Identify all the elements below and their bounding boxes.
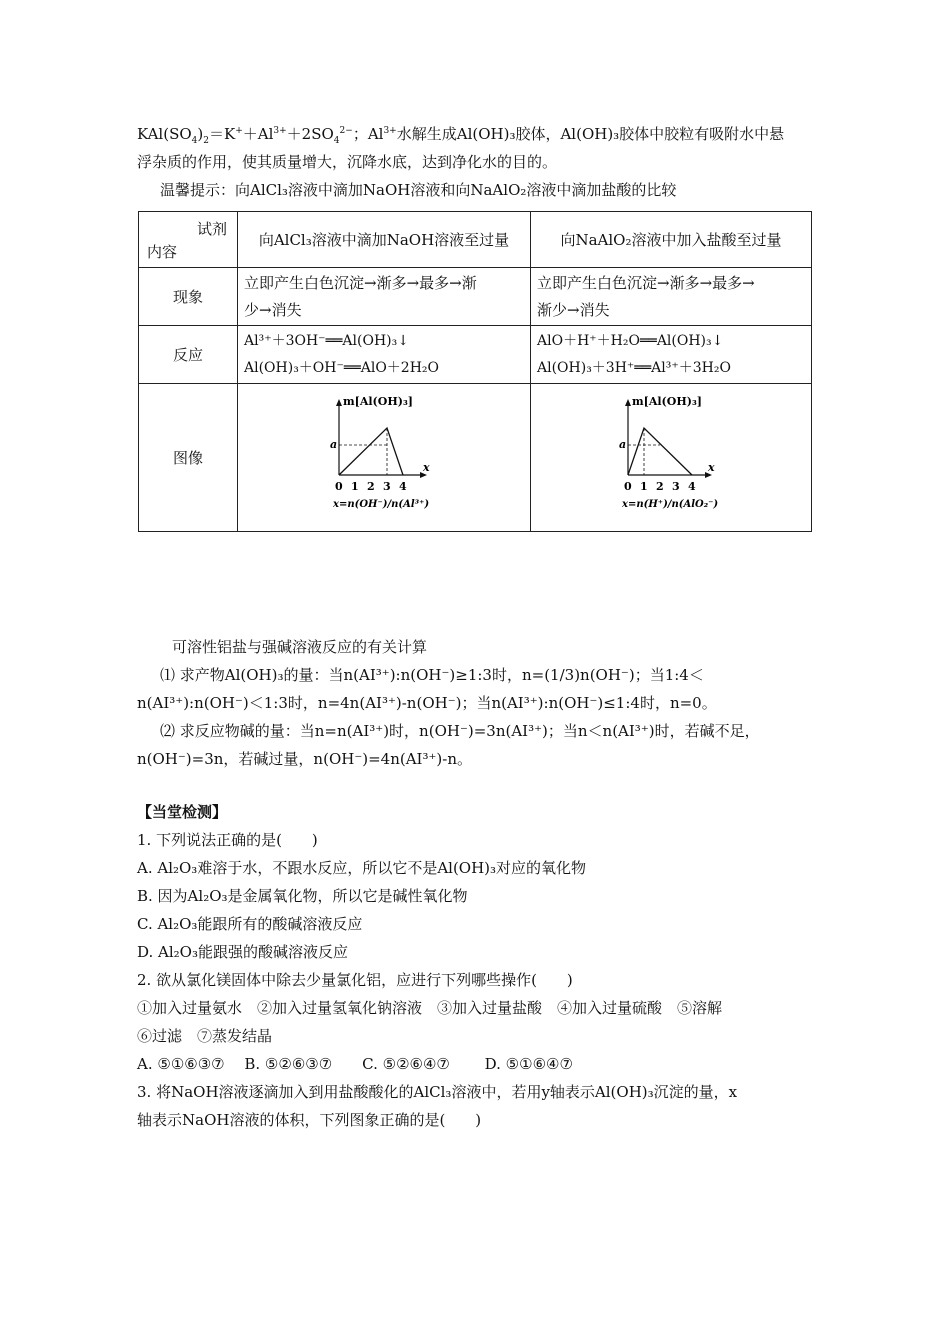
graph2-caption: x=n(H⁺)/n(AlO₂⁻) [622, 499, 719, 510]
corner-bottom-label: 内容 [147, 242, 178, 261]
phen1-line-b: 少→消失 [244, 300, 302, 319]
phen2-line-b: 渐少→消失 [537, 300, 610, 319]
row-graph-label: 图像 [139, 384, 238, 532]
phen2-line-a: 立即产生白色沉淀→渐多→最多→ [537, 273, 755, 292]
graph2-tick-3: 3 [672, 480, 680, 493]
q2-operations-2: ⑥过滤 ⑦蒸发结晶 [137, 1027, 273, 1045]
graph2-svg [606, 393, 736, 518]
col2-header: 向NaAlO₂溶液中加入盐酸至过量 [531, 212, 812, 268]
calc-p2-line-a: ⑵ 求反应物碱的量：当n=n(AI³⁺)时，n(OH⁻)=3n(AI³⁺)；当n＜n(AI³⁺)时，若碱不足， [160, 722, 760, 740]
graph2-tick-2: 2 [656, 480, 664, 493]
q3-stem-a: 3. 将NaOH溶液逐滴加入到用盐酸酸化的AlCl₃溶液中，若用y轴表示Al(OH)₃沉淀的量，x [137, 1083, 738, 1101]
phen2-cell [531, 268, 812, 326]
react1-cell [238, 326, 531, 384]
react2-line-a: AlO＋H⁺＋H₂O══Al(OH)₃↓ [537, 332, 724, 349]
row-reaction-label: 反应 [139, 326, 238, 384]
col1-header: 向AlCl₃溶液中滴加NaOH溶液至过量 [238, 212, 531, 268]
graph2-y-arrow [625, 399, 631, 406]
tip-line: 温馨提示：向AlCl₃溶液中滴加NaOH溶液和向NaAlO₂溶液中滴加盐酸的比较 [160, 181, 677, 199]
graph2-ylabel: m[Al(OH)₃] [632, 395, 702, 408]
q2-choices: A. ⑤①⑥③⑦ B. ⑤②⑥③⑦ C. ⑤②⑥④⑦ D. ⑤①⑥④⑦ [137, 1055, 573, 1073]
graph2-tick-1: 1 [640, 480, 648, 493]
q2-stem: 2. 欲从氯化镁固体中除去少量氯化铝，应进行下列哪些操作( ) [137, 971, 573, 989]
phen1-cell [238, 268, 531, 326]
graph1-tick-3: 3 [383, 480, 391, 493]
graph1-a-label: a [330, 438, 338, 451]
calc-p2-line-b: n(OH⁻)=3n，若碱过量，n(OH⁻)=4n(AI³⁺)-n。 [137, 750, 472, 768]
corner-cell [139, 212, 238, 268]
corner-top-label: 试剂 [196, 219, 227, 238]
graph1-curve [339, 428, 403, 475]
react2-cell [531, 326, 812, 384]
graph2-xvar: x [708, 461, 715, 474]
q1-stem: 1. 下列说法正确的是( ) [137, 831, 318, 849]
graph2-tick-0: 0 [624, 480, 632, 493]
graph1-tick-4: 4 [399, 480, 407, 493]
row-phenomenon-label: 现象 [139, 268, 238, 326]
calc-p1-line-a: ⑴ 求产物Al(OH)₃的量：当n(AI³⁺):n(OH⁻)≥1:3时，n=(1/3)n(OH⁻)；当1:4＜ [160, 666, 704, 684]
react1-line-a: Al³⁺＋3OH⁻══Al(OH)₃↓ [244, 332, 409, 349]
graph1-ylabel: m[Al(OH)₃] [343, 395, 413, 408]
calc-p1-line-b: n(AI³⁺):n(OH⁻)＜1:3时，n=4n(AI³⁺)-n(OH⁻)；当n(AI³⁺):n(OH⁻)≤1:4时，n=0。 [137, 694, 717, 712]
graph1-tick-1: 1 [351, 480, 359, 493]
graph1-svg [319, 393, 449, 518]
q2-operations-1: ①加入过量氨水 ②加入过量氢氧化钠溶液 ③加入过量盐酸 ④加入过量硫酸 ⑤溶解 [137, 999, 723, 1017]
q1-option-a: A. Al₂O₃难溶于水，不跟水反应，所以它不是Al(OH)₃对应的氧化物 [137, 859, 587, 877]
graph2-curve [628, 428, 692, 475]
graph1-tick-0: 0 [335, 480, 343, 493]
graph1-y-arrow [336, 399, 342, 406]
intro-line-1: $KAl(SO_4)_2=K^++Al^{3+}+2SO_4^{2-}$；$Al^{3+}$水解生成Al(OH)₃胶体，Al(OH)₃胶体中胶粒有吸附水中悬 [137, 125, 785, 146]
react1-line-b: Al(OH)₃＋OH⁻══AlO＋2H₂O [244, 359, 440, 376]
q1-option-c: C. Al₂O₃能跟所有的酸碱溶液反应 [137, 915, 363, 933]
calc-title: 可溶性铝盐与强碱溶液反应的有关计算 [172, 638, 428, 656]
intro-line-2: 浮杂质的作用，使其质量增大，沉降水底，达到净化水的目的。 [137, 153, 558, 171]
q3-stem-b: 轴表示NaOH溶液的体积，下列图象正确的是( ) [137, 1111, 482, 1129]
graph1-tick-2: 2 [367, 480, 375, 493]
q1-option-b: B. 因为Al₂O₃是金属氧化物，所以它是碱性氧化物 [137, 887, 468, 905]
q1-option-d: D. Al₂O₃能跟强的酸碱溶液反应 [137, 943, 348, 961]
graph1-caption: x=n(OH⁻)/n(Al³⁺) [333, 499, 430, 510]
phen1-line-a: 立即产生白色沉淀→渐多→最多→渐 [244, 273, 477, 292]
graph1-cell [238, 384, 531, 532]
graph2-tick-4: 4 [688, 480, 696, 493]
comparison-table [138, 211, 812, 532]
quiz-heading: 【当堂检测】 [137, 803, 228, 821]
graph2-a-label: a [619, 438, 627, 451]
graph2-cell [531, 384, 812, 532]
graph1-xvar: x [423, 461, 430, 474]
react2-line-b: Al(OH)₃＋3H⁺══Al³⁺＋3H₂O [537, 359, 731, 376]
